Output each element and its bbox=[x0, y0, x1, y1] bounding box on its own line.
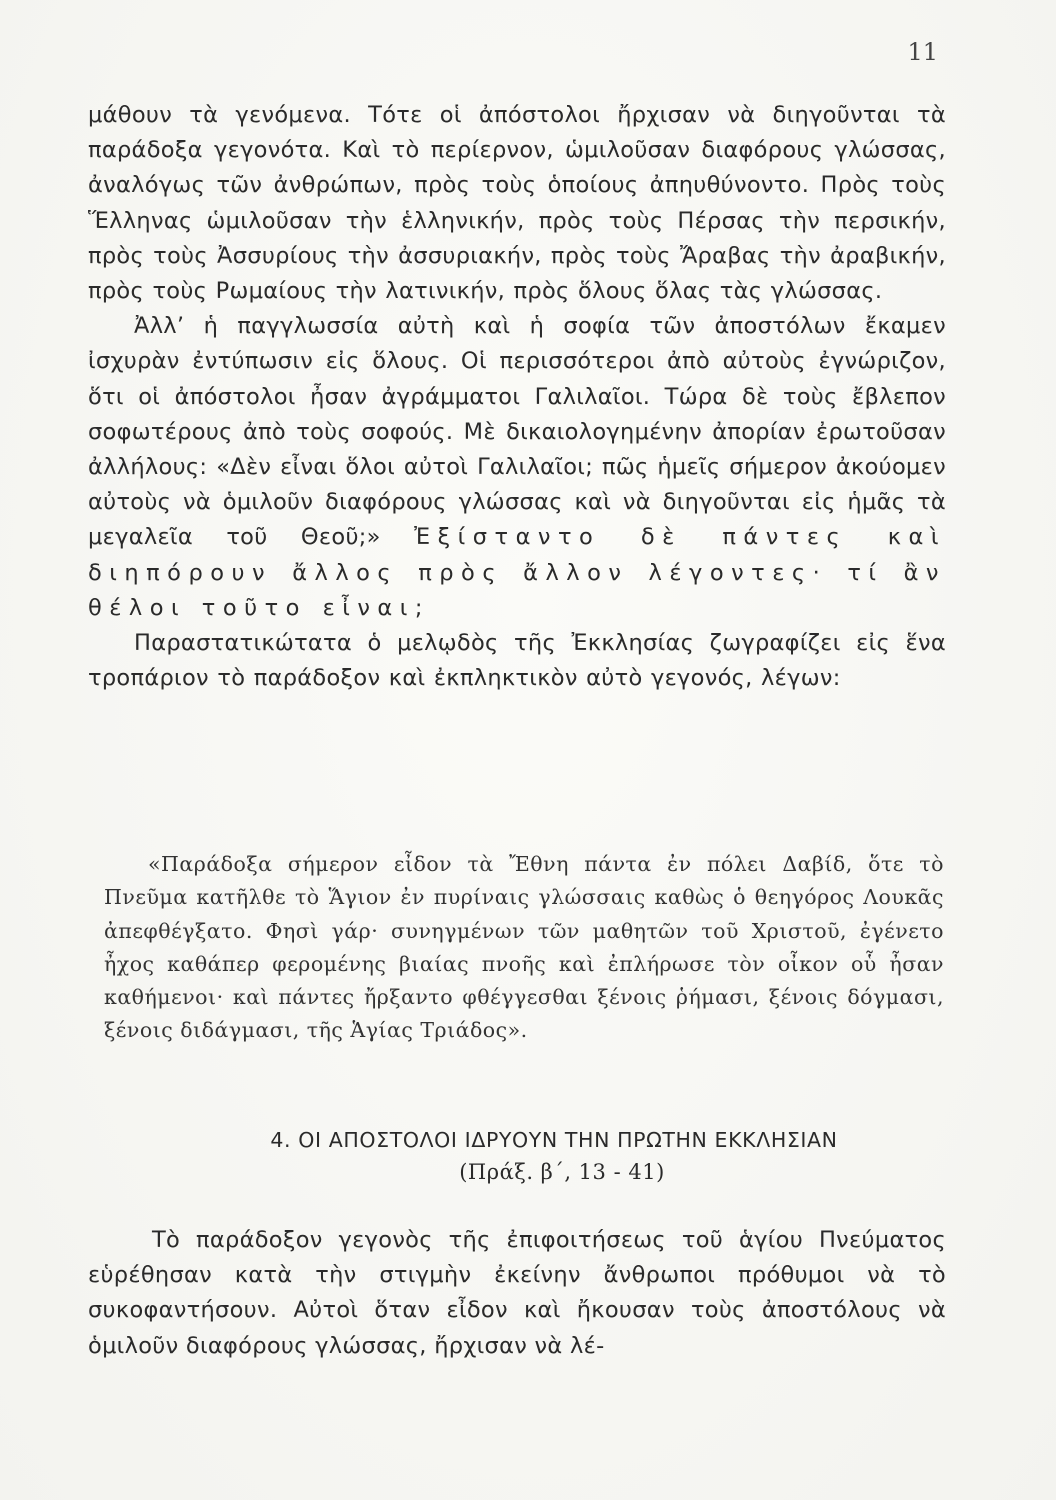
section-text bbox=[88, 1223, 946, 1364]
paragraph-4: Τὸ παράδοξον γεγονὸς τῆς ἐπιφοιτήσεως τοῦ ἁγίου Πνεύματος εὑρέθησαν κατὰ τὴν στιγμὴν ἐκείνην ἄνθρωποι πρόθυμοι νὰ τὸ συκοφαντήσουν. Αὐτοὶ ὅταν εἶδον καὶ ἤκουσαν τοὺς ἀποστόλους νὰ ὁμιλοῦν διαφόρους γλώσσας, ἤρχισαν νὰ λέ- bbox=[88, 1227, 946, 1359]
paragraph-2 bbox=[88, 309, 946, 626]
section-reference: (Πράξ. β΄, 13 - 41) bbox=[459, 1160, 665, 1184]
paragraph-3: Παραστατικώτατα ὁ μελῳδὸς τῆς Ἐκκλησίας ζωγραφίζει εἰς ἕνα τροπάριον τὸ παράδοξον καὶ ἐκπληκτικὸν αὐτὸ γεγονός, λέγων: bbox=[88, 630, 946, 692]
quote-text: «Παράδοξα σήμερον εἶδον τὰ Ἔθνη πάντα ἐν πόλει Δαβίδ, ὅτε τὸ Πνεῦμα κατῆλθε τὸ Ἅγιον ἐν πυρίναις γλώσσαις καθὼς ὁ θεηγόρος Λουκᾶς ἀπεφθέγξατο. Φησὶ γάρ· συνηγμένων τῶν μαθητῶν τοῦ Χριστοῦ, ἐγένετο ἦχος καθάπερ φερομένης βιαίας πνοῆς καὶ ἐπλήρωσε τὸν οἶκον οὗ ἦσαν καθήμενοι· καὶ πάντες ἤρξαντο φθέγγεσθαι ξένοις ῥήμασι, ξένοις δόγμασι, ξένοις διδάγμασι, τῆς Ἁγίας Τριάδος». bbox=[104, 852, 944, 1043]
section-heading: 4. ΟΙ ΑΠΟΣΤΟΛΟΙ ΙΔΡΥΟΥΝ ΤΗΝ ΠΡΩΤΗΝ ΕΚΚΛΗΣΙΑΝ bbox=[270, 1128, 838, 1152]
main-text bbox=[88, 98, 946, 696]
troparion-quote bbox=[104, 848, 944, 1048]
paragraph-2-text: Ἀλλ’ ἡ παγγλωσσία αὐτὴ καὶ ἡ σοφία τῶν ἀποστόλων ἔκαμεν ἰσχυρὰν ἐντύπωσιν εἰς ὅλους. Οἱ περισσότεροι ἀπὸ αὐτοὺς ἐγνώριζον, ὅτι οἱ ἀπόστολοι ἦσαν ἀγράμματοι Γαλιλαῖοι. Τώρα δὲ τοὺς ἔβλεπον σοφωτέρους ἀπὸ τοὺς σοφούς. Μὲ δικαιολογημένην ἀπορίαν ἐρωτοῦσαν ἀλλήλους: «Δὲν εἶναι ὅλοι αὐτοὶ Γαλιλαῖοι; πῶς ἡμεῖς σήμερον ἀκούομεν αὐτοὺς νὰ ὁμιλοῦν διαφόρους γλώσσας καὶ νὰ διηγοῦνται εἰς ἡμᾶς τὰ μεγαλεῖα τοῦ Θεοῦ;» bbox=[88, 313, 946, 551]
paragraph-2-spaced-quote: Ἐξίσταντο δὲ πάντες καὶ διηπόρουν ἄλλος πρὸς ἄλλον λέγοντες· τί ἂν θέλοι τοῦτο εἶναι; bbox=[88, 524, 946, 621]
page-number: 11 bbox=[907, 38, 938, 66]
paragraph-1: μάθουν τὰ γενόμενα. Τότε οἱ ἀπόστολοι ἤρχισαν νὰ διηγοῦνται τὰ παράδοξα γεγονότα. Καὶ τὸ περίερνον, ὡμιλοῦσαν διαφόρους γλώσσας, ἀναλόγως τῶν ἀνθρώπων, πρὸς τοὺς ὁποίους ἀπηυθύνοντο. Πρὸς τοὺς Ἕλληνας ὡμιλοῦσαν τὴν ἑλληνικήν, πρὸς τοὺς Πέρσας τὴν περσικήν, πρὸς τοὺς Ἀσσυρίους τὴν ἀσσυριακήν, πρὸς τοὺς Ἄραβας τὴν ἀραβικήν, πρὸς τοὺς Ρωμαίους τὴν λατινικήν, πρὸς ὅλους ὅλας τὰς γλώσσας. bbox=[88, 102, 946, 305]
